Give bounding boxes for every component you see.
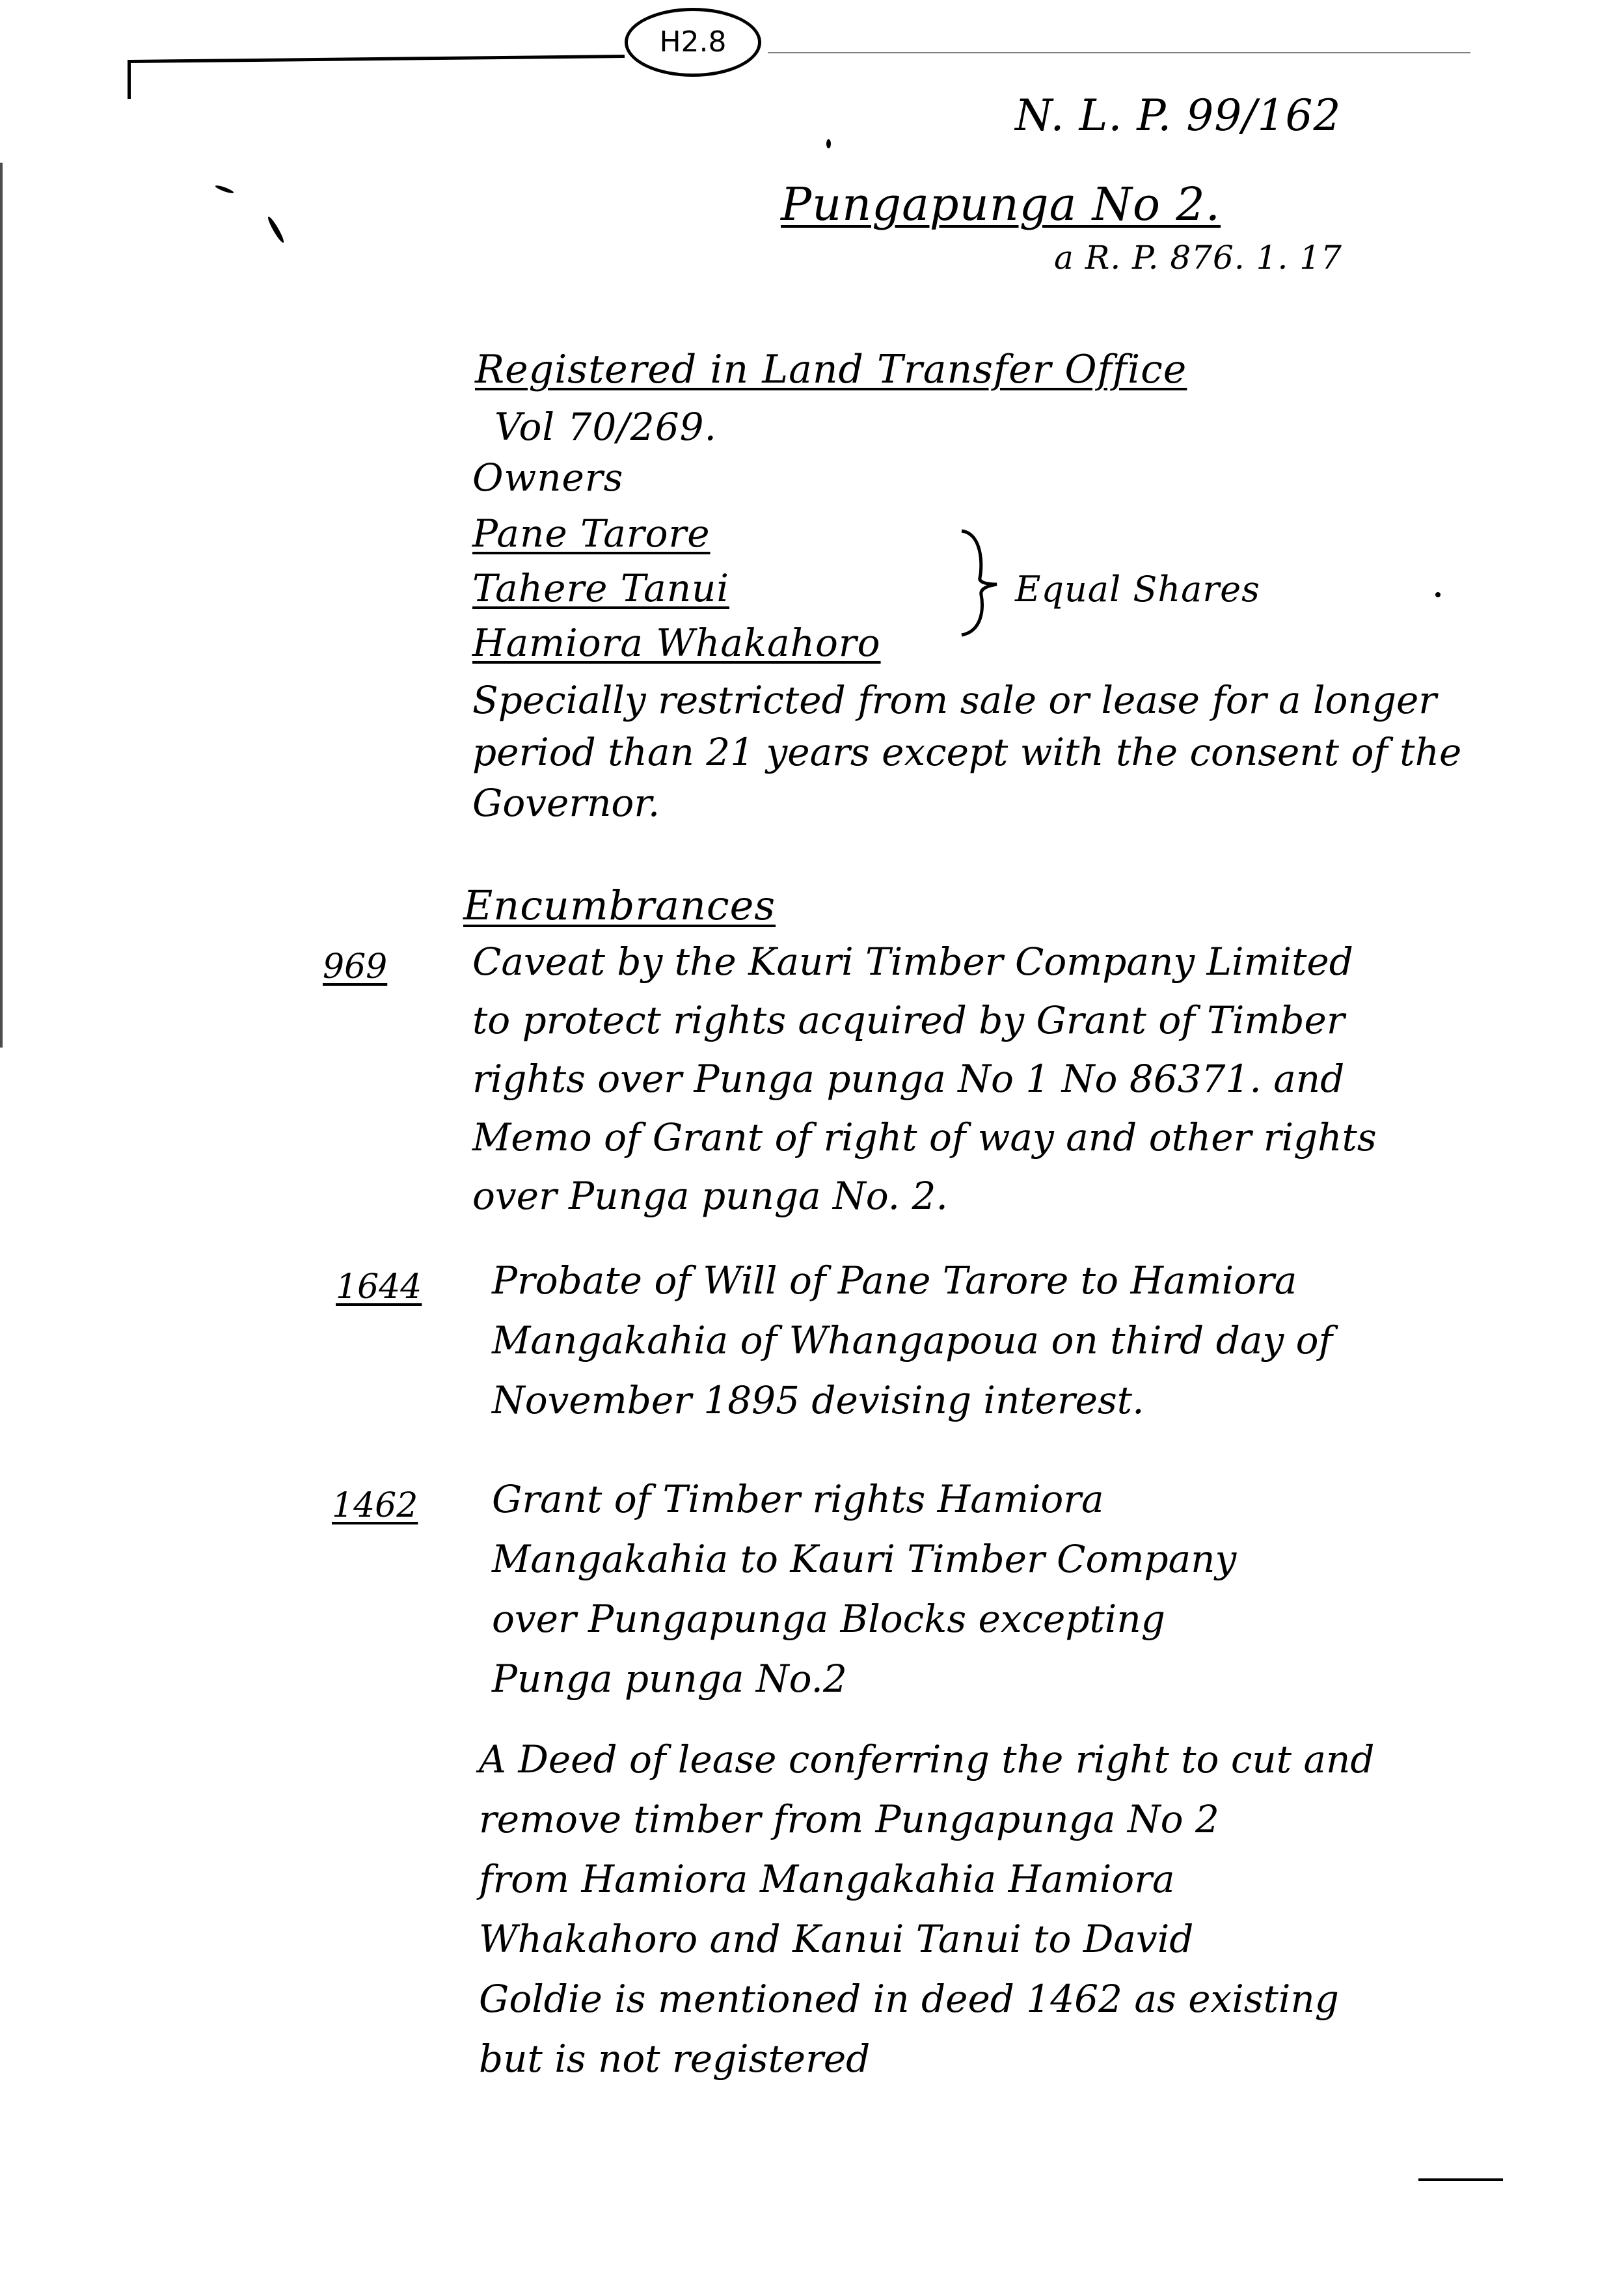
entry-number: 1644 — [336, 1267, 422, 1307]
restriction-line: Governor. — [472, 781, 660, 825]
note-line: but is not registered — [479, 2037, 871, 2081]
entry-line: Memo of Grant of right of way and other rights — [472, 1115, 1377, 1159]
document-title: Pungapunga No 2. — [781, 178, 1221, 231]
registration-heading: Registered in Land Transfer Office — [475, 347, 1187, 392]
left-edge-line — [0, 163, 3, 1048]
owner-name: Tahere Tanui — [472, 566, 729, 610]
entry-line: over Punga punga No. 2. — [472, 1174, 948, 1218]
entry-line: Punga punga No.2 — [492, 1657, 847, 1701]
encumbrances-heading: Encumbrances — [463, 882, 776, 929]
scan-mark — [266, 215, 286, 244]
note-line: remove timber from Pungapunga No 2 — [479, 1797, 1219, 1841]
left-margin-mark — [128, 60, 131, 99]
entry-line: Caveat by the Kauri Timber Company Limited — [472, 940, 1353, 984]
entry-line: Mangakahia of Whangapoua on third day of — [492, 1318, 1333, 1362]
area-reading: a R. P. 876. 1. 17 — [1054, 239, 1342, 277]
scan-mark — [1435, 592, 1441, 597]
top-rule-right — [768, 52, 1470, 53]
note-line: from Hamiora Mangakahia Hamiora — [479, 1857, 1175, 1901]
stamp: H2.8 — [625, 8, 761, 77]
entry-line: Mangakahia to Kauri Timber Company — [492, 1537, 1237, 1581]
entry-line: to protect rights acquired by Grant of Timber — [472, 998, 1345, 1042]
entry-line: Probate of Will of Pane Tarore to Hamiora — [492, 1258, 1297, 1303]
entry-number: 969 — [323, 947, 388, 986]
restriction-line: Specially restricted from sale or lease for a longer — [472, 678, 1437, 722]
entry-line: rights over Punga punga No 1 No 86371. and — [472, 1057, 1345, 1101]
note-line: Goldie is mentioned in deed 1462 as existing — [479, 1977, 1339, 2021]
top-rule — [130, 55, 625, 63]
bottom-dash — [1418, 2178, 1503, 2181]
volume-folio: Vol 70/269. — [494, 405, 717, 449]
shares-note: Equal Shares — [1015, 569, 1260, 610]
entry-line: over Pungapunga Blocks excepting — [492, 1597, 1165, 1641]
brace — [956, 527, 1002, 638]
note-line: Whakahoro and Kanui Tanui to David — [479, 1917, 1194, 1961]
entry-line: November 1895 devising interest. — [492, 1378, 1144, 1422]
entry-number: 1462 — [332, 1486, 418, 1525]
note-line: A Deed of lease conferring the right to cut and — [479, 1737, 1375, 1782]
owner-name: Hamiora Whakahoro — [472, 621, 881, 665]
scan-mark — [826, 139, 831, 148]
owners-label: Owners — [472, 455, 624, 500]
reference-number: N. L. P. 99/162 — [1015, 90, 1342, 141]
entry-line: Grant of Timber rights Hamiora — [492, 1477, 1104, 1521]
owner-name: Pane Tarore — [472, 511, 710, 556]
restriction-line: period than 21 years except with the consent of the — [472, 730, 1462, 774]
scan-mark — [215, 184, 234, 195]
